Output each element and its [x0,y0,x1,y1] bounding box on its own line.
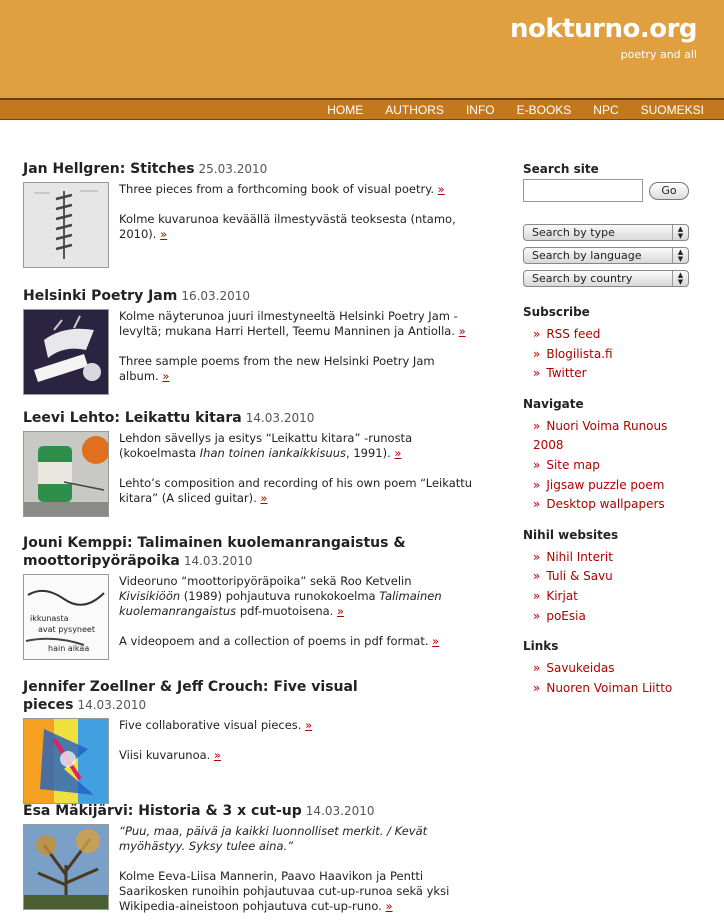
entry-thumbnail[interactable] [23,309,109,395]
select-value: Search by country [532,272,633,285]
nav-authors[interactable]: AUTHORS [385,103,444,117]
navigate-link[interactable]: » Nuori Voima Runous 2008 [533,418,668,453]
external-link[interactable]: » Nuoren Voiman Liitto [533,680,673,695]
read-more-link[interactable]: » [260,491,268,505]
nav-home[interactable]: HOME [327,103,364,117]
entry [23,160,473,257]
entry-thumbnail[interactable] [23,182,109,268]
nihil-link[interactable]: » poEsia [533,608,586,623]
raquo-icon: » [533,497,541,512]
main-nav [305,103,704,117]
entry-heading [23,534,473,570]
select-arrows-icon: ▲ ▼ [672,271,688,286]
entry-heading [23,409,473,427]
site-tagline: poetry and all [620,48,697,61]
poem-text-image [24,575,108,659]
entry-thumbnail[interactable] [23,718,109,804]
entry-date: 14.03.2010 [183,554,253,568]
book-title: Kivisikiöön [119,589,181,603]
entry-summary: Three sample poems from the new Helsinki Poetry Jam album. [119,354,435,383]
entry [23,287,473,399]
entry-summary: Three pieces from a forthcoming book of visual poetry. [119,182,435,196]
entry-thumbnail[interactable] [23,431,109,517]
select-arrows-icon: ▲ ▼ [672,248,688,263]
search-by-type-select[interactable] [523,224,689,241]
entry-quote: “Puu, maa, päivä ja kaikki luonnolliset merkit. / Kevät myöhästyy. Syksy tulee aina.” [119,824,428,853]
raquo-icon: » [533,346,541,361]
nav-bar [0,98,724,120]
entry-title[interactable]: Helsinki Poetry Jam [23,288,178,304]
entry-heading [23,160,473,178]
thumb-text: hain aikaa [48,644,90,653]
entry-title[interactable]: Leevi Lehto: Leikattu kitara [23,410,242,426]
thumb-text: avat pysyneet [38,625,95,634]
entry-summary: Kolme näyterunoa juuri ilmestyneeltä Helsinki Poetry Jam -levyltä; mukana Harri Hertell, Teemu Manninen ja Antiolla. [119,309,458,338]
read-more-link[interactable]: » [162,369,170,383]
entry-title[interactable]: Jouni Kemppi: Talimainen kuolemanrangaistus & [23,535,406,551]
subscribe-blogilista-link[interactable]: » Blogilista.fi [533,346,613,361]
navigate-link[interactable]: » Site map [533,457,600,472]
nav-npc[interactable]: NPC [593,103,619,117]
entry-summary: , 1991). [346,446,391,460]
entry-heading [23,287,473,305]
visual-piece-image [24,719,108,803]
read-more-link[interactable]: » [437,182,445,196]
entry-thumbnail[interactable] [23,824,109,910]
raquo-icon: » [533,569,541,584]
navigate-heading: Navigate [523,396,584,411]
entry-date: 16.03.2010 [181,289,251,303]
entry-summary: Lehdon sävellys ja esitys “Leikattu kitara” -runosta (kokoelmasta [119,431,413,460]
links-list [523,659,698,698]
select-value: Search by type [532,226,615,239]
entry-summary: A videopoem and a collection of poems in pdf format. [119,634,429,648]
thumb-text: ikkunasta [30,614,69,623]
subscribe-twitter-link[interactable]: » Twitter [533,366,587,381]
entry-heading [23,678,473,714]
read-more-link[interactable]: » [385,899,393,913]
entry-title[interactable]: Jan Hellgren: Stitches [23,161,195,177]
read-more-link[interactable]: » [432,634,440,648]
nihil-link[interactable]: » Nihil Interit [533,549,613,564]
raquo-icon: » [533,418,541,433]
nihil-websites-list [523,548,698,626]
raquo-icon: » [533,457,541,472]
search-heading: Search site [523,162,599,176]
entry-date: 14.03.2010 [305,804,375,818]
book-title: Talimainen kuolemanrangaistus [119,589,442,618]
entry-date: 25.03.2010 [198,162,268,176]
search-input[interactable] [523,179,643,202]
entry-title[interactable]: Esa Mäkijärvi: Historia & 3 x cut-up [23,803,302,819]
search-go-button[interactable]: Go [649,182,689,200]
entry [23,409,473,521]
nav-info[interactable]: INFO [465,103,495,117]
links-heading: Links [523,639,559,654]
search-by-country-select[interactable] [523,270,689,287]
subscribe-rss-link[interactable]: » RSS feed [533,327,601,341]
read-more-link[interactable]: » [160,227,168,241]
book-title: Ihan toinen iankaikkisuus [199,446,347,460]
search-form [523,179,698,202]
entry [23,534,473,664]
entry-thumbnail[interactable] [23,574,109,660]
entry [23,802,473,922]
navigate-link[interactable]: » Desktop wallpapers [533,497,665,512]
entry [23,678,473,778]
sidebar [523,162,698,698]
subscribe-heading: Subscribe [523,305,590,319]
nav-e-books[interactable]: E-BOOKS [516,103,572,117]
site-title[interactable]: nokturno.org [510,14,697,44]
entry-title[interactable]: Jennifer Zoellner & Jeff Crouch: Five visual pieces [23,679,358,713]
site-header [0,0,724,98]
subscribe-list [523,325,698,384]
tree-sky-image [24,825,108,909]
entry-summary: Kolme kuvarunoa keväällä ilmestyvästä teoksesta (ntamo, 2010). [119,212,456,241]
raquo-icon: » [533,680,541,695]
stitches-image [24,183,108,267]
read-more-link[interactable]: » [337,604,345,618]
entry-date: 14.03.2010 [77,698,147,712]
raquo-icon: » [533,661,541,676]
raquo-icon: » [533,608,541,623]
entry-summary: (1989) pohjautuva runokokoelma [180,589,380,603]
search-by-language-select[interactable] [523,247,689,264]
entry-summary: Kolme Eeva-Liisa Mannerin, Paavo Haavikon ja Pentti Saarikosken runoihin pohjautuvaa cut-up-runoa sekä yksi Wikipedia-aineistoon pohjautuva cut-up-runo. [119,869,450,913]
entry-summary: Lehto’s composition and recording of his own poem “Leikattu kitara” (A sliced guitar). [119,476,473,505]
navigate-list [523,417,698,515]
read-more-link[interactable]: » [394,446,402,460]
nihil-link[interactable]: » Tuli & Savu [533,569,613,584]
poetry-jam-image [24,310,108,394]
entry-date: 14.03.2010 [245,411,315,425]
entry-title-continued[interactable]: moottoripyöräpoika [23,553,180,569]
read-more-link[interactable]: » [305,718,313,732]
select-value: Search by language [532,249,642,262]
entry-summary: pdf-muotoisena. [236,604,334,618]
entry-heading [23,802,473,820]
raquo-icon: » [533,327,541,341]
entry-summary: Five collaborative visual pieces. [119,718,302,732]
entry-summary: Videoruno “moottoripyöräpoika” sekä Roo Ketvelin [119,574,412,588]
read-more-link[interactable]: » [214,748,222,762]
nav-suomeksi[interactable]: SUOMEKSI [640,103,704,117]
nihil-link[interactable]: » Kirjat [533,588,578,603]
nihil-websites-heading: Nihil websites [523,527,619,542]
raquo-icon: » [533,588,541,603]
raquo-icon: » [533,549,541,564]
external-link[interactable]: » Savukeidas [533,661,615,676]
guitar-jar-image [24,432,108,516]
raquo-icon: » [533,366,541,381]
navigate-link[interactable]: » Jigsaw puzzle poem [533,477,665,492]
select-arrows-icon: ▲ ▼ [672,225,688,240]
read-more-link[interactable]: » [458,324,466,338]
entry-summary: Viisi kuvarunoa. [119,748,211,762]
raquo-icon: » [533,477,541,492]
